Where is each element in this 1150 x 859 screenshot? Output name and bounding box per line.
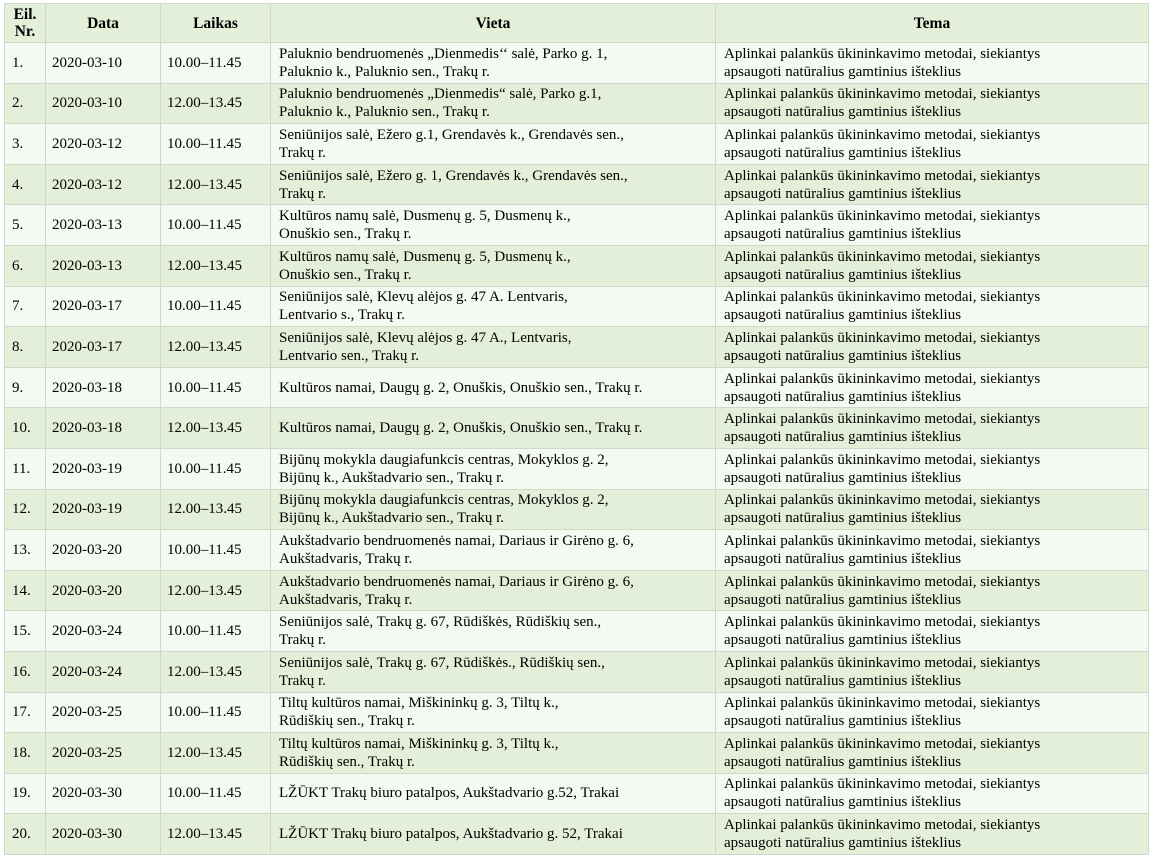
theme-line: apsaugoti natūralius gamtinius išteklius — [724, 347, 962, 364]
row-time: 10.00–11.45 — [161, 286, 271, 327]
theme-line: Aplinkai palankūs ūkininkavimo metodai, siekiantys — [724, 370, 1041, 387]
row-number: 16. — [5, 651, 46, 692]
row-theme — [716, 327, 1149, 368]
row-theme — [716, 733, 1149, 774]
row-number: 4. — [5, 164, 46, 205]
row-place — [271, 164, 716, 205]
row-date: 2020-03-25 — [46, 733, 161, 774]
theme-line: Aplinkai palankūs ūkininkavimo metodai, siekiantys — [724, 167, 1041, 184]
place-line: LŽŪKT Trakų biuro patalpos, Aukštadvario g. 52, Trakai — [279, 826, 623, 843]
theme-line: Aplinkai palankūs ūkininkavimo metodai, siekiantys — [724, 86, 1041, 103]
theme-line: Aplinkai palankūs ūkininkavimo metodai, siekiantys — [724, 451, 1041, 468]
table-row — [5, 773, 1149, 814]
table-header — [5, 4, 1149, 43]
row-date: 2020-03-19 — [46, 489, 161, 530]
row-date: 2020-03-13 — [46, 205, 161, 246]
row-theme — [716, 651, 1149, 692]
row-theme — [716, 286, 1149, 327]
row-number: 5. — [5, 205, 46, 246]
row-time: 12.00–13.45 — [161, 489, 271, 530]
row-number: 12. — [5, 489, 46, 530]
row-date: 2020-03-18 — [46, 367, 161, 408]
place-line: Trakų r. — [279, 185, 326, 202]
row-theme — [716, 692, 1149, 733]
header-nr — [5, 4, 46, 43]
row-place — [271, 773, 716, 814]
header-nr-line: Eil. — [13, 6, 37, 23]
row-time: 10.00–11.45 — [161, 448, 271, 489]
row-theme — [716, 83, 1149, 124]
place-line: Kultūros namai, Daugų g. 2, Onuškis, Onuškio sen., Trakų r. — [279, 379, 643, 396]
row-number: 2. — [5, 83, 46, 124]
place-line: Tiltų kultūros namai, Miškininkų g. 3, Tiltų k., — [279, 695, 559, 712]
row-theme — [716, 570, 1149, 611]
place-line: Bijūnų mokykla daugiafunkcis centras, Mokyklos g. 2, — [279, 492, 609, 509]
row-theme — [716, 43, 1149, 84]
table-row — [5, 651, 1149, 692]
row-theme — [716, 814, 1149, 855]
theme-line: apsaugoti natūralius gamtinius išteklius — [724, 266, 962, 283]
place-line: Aukštadvario bendruomenės namai, Dariaus ir Girėno g. 6, — [279, 573, 634, 590]
theme-line: apsaugoti natūralius gamtinius išteklius — [724, 835, 962, 852]
row-theme — [716, 164, 1149, 205]
theme-line: Aplinkai palankūs ūkininkavimo metodai, siekiantys — [724, 654, 1041, 671]
row-place — [271, 327, 716, 368]
row-time: 12.00–13.45 — [161, 733, 271, 774]
row-number: 8. — [5, 327, 46, 368]
place-line: Kultūros namų salė, Dusmenų g. 5, Dusmenų k., — [279, 208, 571, 225]
row-time: 12.00–13.45 — [161, 814, 271, 855]
theme-line: apsaugoti natūralius gamtinius išteklius — [724, 591, 962, 608]
row-number: 14. — [5, 570, 46, 611]
row-time: 12.00–13.45 — [161, 245, 271, 286]
row-place — [271, 530, 716, 571]
theme-line: Aplinkai palankūs ūkininkavimo metodai, siekiantys — [724, 492, 1041, 509]
row-number: 17. — [5, 692, 46, 733]
place-line: Seniūnijos salė, Klevų alėjos g. 47 A., Lentvaris, — [279, 329, 572, 346]
row-number: 20. — [5, 814, 46, 855]
table-row — [5, 489, 1149, 530]
row-date: 2020-03-10 — [46, 43, 161, 84]
row-place — [271, 733, 716, 774]
row-place — [271, 367, 716, 408]
header-nr-line: Nr. — [14, 23, 36, 40]
table-row — [5, 611, 1149, 652]
row-date: 2020-03-20 — [46, 530, 161, 571]
row-place — [271, 570, 716, 611]
place-line: Trakų r. — [279, 672, 326, 689]
row-theme — [716, 408, 1149, 449]
theme-line: apsaugoti natūralius gamtinius išteklius — [724, 185, 962, 202]
row-time: 10.00–11.45 — [161, 692, 271, 733]
theme-line: Aplinkai palankūs ūkininkavimo metodai, siekiantys — [724, 614, 1041, 631]
place-line: Paluknio k., Paluknio sen., Trakų r. — [279, 63, 490, 80]
header-time: Laikas — [161, 4, 271, 43]
row-place — [271, 205, 716, 246]
row-number: 7. — [5, 286, 46, 327]
row-place — [271, 489, 716, 530]
row-theme — [716, 611, 1149, 652]
place-line: Trakų r. — [279, 632, 326, 649]
theme-line: Aplinkai palankūs ūkininkavimo metodai, siekiantys — [724, 45, 1041, 62]
place-line: LŽŪKT Trakų biuro patalpos, Aukštadvario g.52, Trakai — [279, 785, 620, 802]
row-date: 2020-03-17 — [46, 286, 161, 327]
row-number: 1. — [5, 43, 46, 84]
table-row — [5, 814, 1149, 855]
theme-line: apsaugoti natūralius gamtinius išteklius — [724, 63, 962, 80]
row-place — [271, 245, 716, 286]
place-line: Seniūnijos salė, Klevų alėjos g. 47 A. Lentvaris, — [279, 289, 568, 306]
theme-line: apsaugoti natūralius gamtinius išteklius — [724, 104, 962, 121]
place-line: Kultūros namai, Daugų g. 2, Onuškis, Onuškio sen., Trakų r. — [279, 420, 643, 437]
theme-line: apsaugoti natūralius gamtinius išteklius — [724, 307, 962, 324]
theme-line: apsaugoti natūralius gamtinius išteklius — [724, 469, 962, 486]
header-theme: Tema — [716, 4, 1149, 43]
place-line: Lentvario sen., Trakų r. — [279, 347, 419, 364]
table-row — [5, 367, 1149, 408]
row-place — [271, 43, 716, 84]
row-date: 2020-03-12 — [46, 164, 161, 205]
theme-line: Aplinkai palankūs ūkininkavimo metodai, siekiantys — [724, 817, 1041, 834]
table-row — [5, 286, 1149, 327]
row-number: 11. — [5, 448, 46, 489]
row-time: 10.00–11.45 — [161, 611, 271, 652]
row-theme — [716, 245, 1149, 286]
row-place — [271, 651, 716, 692]
row-date: 2020-03-19 — [46, 448, 161, 489]
row-place — [271, 124, 716, 165]
row-place — [271, 611, 716, 652]
place-line: Seniūnijos salė, Ežero g.1, Grendavės k., Grendavės sen., — [279, 126, 624, 143]
theme-line: apsaugoti natūralius gamtinius išteklius — [724, 144, 962, 161]
theme-line: apsaugoti natūralius gamtinius išteklius — [724, 753, 962, 770]
table-row — [5, 124, 1149, 165]
table-row — [5, 733, 1149, 774]
row-number: 13. — [5, 530, 46, 571]
theme-line: Aplinkai palankūs ūkininkavimo metodai, siekiantys — [724, 532, 1041, 549]
place-line: Seniūnijos salė, Ežero g. 1, Grendavės k., Grendavės sen., — [279, 167, 628, 184]
place-line: Onuškio sen., Trakų r. — [279, 226, 412, 243]
table-row — [5, 530, 1149, 571]
theme-line: Aplinkai palankūs ūkininkavimo metodai, siekiantys — [724, 695, 1041, 712]
row-time: 10.00–11.45 — [161, 773, 271, 814]
row-theme — [716, 124, 1149, 165]
place-line: Onuškio sen., Trakų r. — [279, 266, 412, 283]
row-place — [271, 83, 716, 124]
row-time: 12.00–13.45 — [161, 651, 271, 692]
theme-line: apsaugoti natūralius gamtinius išteklius — [724, 672, 962, 689]
row-date: 2020-03-20 — [46, 570, 161, 611]
theme-line: apsaugoti natūralius gamtinius išteklius — [724, 388, 962, 405]
theme-line: Aplinkai palankūs ūkininkavimo metodai, siekiantys — [724, 126, 1041, 143]
place-line: Paluknio bendruomenės „Dienmedis“ salė, Parko g.1, — [279, 86, 602, 103]
theme-line: apsaugoti natūralius gamtinius išteklius — [724, 794, 962, 811]
row-time: 10.00–11.45 — [161, 205, 271, 246]
row-place — [271, 286, 716, 327]
theme-line: apsaugoti natūralius gamtinius išteklius — [724, 510, 962, 527]
theme-line: apsaugoti natūralius gamtinius išteklius — [724, 226, 962, 243]
theme-line: Aplinkai palankūs ūkininkavimo metodai, siekiantys — [724, 735, 1041, 752]
row-time: 12.00–13.45 — [161, 570, 271, 611]
theme-line: Aplinkai palankūs ūkininkavimo metodai, siekiantys — [724, 573, 1041, 590]
table-row — [5, 83, 1149, 124]
header-place: Vieta — [271, 4, 716, 43]
row-number: 10. — [5, 408, 46, 449]
place-line: Aukštadvaris, Trakų r. — [279, 550, 413, 567]
row-number: 18. — [5, 733, 46, 774]
row-number: 6. — [5, 245, 46, 286]
place-line: Rūdiškių sen., Trakų r. — [279, 753, 415, 770]
theme-line: apsaugoti natūralius gamtinius išteklius — [724, 550, 962, 567]
schedule-table — [4, 3, 1149, 855]
row-date: 2020-03-30 — [46, 814, 161, 855]
row-theme — [716, 773, 1149, 814]
table-row — [5, 327, 1149, 368]
row-number: 9. — [5, 367, 46, 408]
theme-line: Aplinkai palankūs ūkininkavimo metodai, siekiantys — [724, 208, 1041, 225]
schedule-table-wrapper — [4, 3, 1148, 855]
table-row — [5, 692, 1149, 733]
theme-line: apsaugoti natūralius gamtinius išteklius — [724, 429, 962, 446]
table-row — [5, 570, 1149, 611]
row-theme — [716, 367, 1149, 408]
row-theme — [716, 205, 1149, 246]
theme-line: Aplinkai palankūs ūkininkavimo metodai, siekiantys — [724, 329, 1041, 346]
row-date: 2020-03-24 — [46, 651, 161, 692]
table-row — [5, 43, 1149, 84]
row-date: 2020-03-24 — [46, 611, 161, 652]
row-date: 2020-03-30 — [46, 773, 161, 814]
row-number: 3. — [5, 124, 46, 165]
place-line: Aukštadvaris, Trakų r. — [279, 591, 413, 608]
row-place — [271, 408, 716, 449]
row-place — [271, 692, 716, 733]
row-date: 2020-03-17 — [46, 327, 161, 368]
table-row — [5, 205, 1149, 246]
table-body — [5, 43, 1149, 855]
row-number: 15. — [5, 611, 46, 652]
place-line: Bijūnų k., Aukštadvario sen., Trakų r. — [279, 469, 505, 486]
place-line: Paluknio bendruomenės „Dienmedis‘‘ salė, Parko g. 1, — [279, 45, 608, 62]
theme-line: apsaugoti natūralius gamtinius išteklius — [724, 632, 962, 649]
row-time: 12.00–13.45 — [161, 408, 271, 449]
row-time: 10.00–11.45 — [161, 367, 271, 408]
row-number: 19. — [5, 773, 46, 814]
place-line: Paluknio k., Paluknio sen., Trakų r. — [279, 104, 490, 121]
place-line: Bijūnų mokykla daugiafunkcis centras, Mokyklos g. 2, — [279, 451, 609, 468]
row-time: 12.00–13.45 — [161, 164, 271, 205]
place-line: Rūdiškių sen., Trakų r. — [279, 713, 415, 730]
row-time: 10.00–11.45 — [161, 124, 271, 165]
table-row — [5, 408, 1149, 449]
theme-line: Aplinkai palankūs ūkininkavimo metodai, siekiantys — [724, 411, 1041, 428]
row-date: 2020-03-12 — [46, 124, 161, 165]
table-row — [5, 448, 1149, 489]
theme-line: apsaugoti natūralius gamtinius išteklius — [724, 713, 962, 730]
place-line: Trakų r. — [279, 144, 326, 161]
place-line: Seniūnijos salė, Trakų g. 67, Rūdiškės, Rūdiškių sen., — [279, 614, 602, 631]
place-line: Tiltų kultūros namai, Miškininkų g. 3, Tiltų k., — [279, 735, 559, 752]
row-date: 2020-03-10 — [46, 83, 161, 124]
row-theme — [716, 489, 1149, 530]
row-time: 12.00–13.45 — [161, 327, 271, 368]
row-time: 12.00–13.45 — [161, 83, 271, 124]
place-line: Aukštadvario bendruomenės namai, Dariaus ir Girėno g. 6, — [279, 532, 634, 549]
theme-line: Aplinkai palankūs ūkininkavimo metodai, siekiantys — [724, 248, 1041, 265]
table-row — [5, 245, 1149, 286]
row-theme — [716, 448, 1149, 489]
row-date: 2020-03-25 — [46, 692, 161, 733]
place-line: Bijūnų k., Aukštadvario sen., Trakų r. — [279, 510, 505, 527]
row-date: 2020-03-18 — [46, 408, 161, 449]
theme-line: Aplinkai palankūs ūkininkavimo metodai, siekiantys — [724, 289, 1041, 306]
row-place — [271, 448, 716, 489]
row-time: 10.00–11.45 — [161, 530, 271, 571]
place-line: Kultūros namų salė, Dusmenų g. 5, Dusmenų k., — [279, 248, 571, 265]
row-date: 2020-03-13 — [46, 245, 161, 286]
header-row — [5, 4, 1149, 43]
header-date: Data — [46, 4, 161, 43]
place-line: Seniūnijos salė, Trakų g. 67, Rūdiškės., Rūdiškių sen., — [279, 654, 605, 671]
table-row — [5, 164, 1149, 205]
row-theme — [716, 530, 1149, 571]
row-place — [271, 814, 716, 855]
place-line: Lentvario s., Trakų r. — [279, 307, 405, 324]
theme-line: Aplinkai palankūs ūkininkavimo metodai, siekiantys — [724, 776, 1041, 793]
row-time: 10.00–11.45 — [161, 43, 271, 84]
